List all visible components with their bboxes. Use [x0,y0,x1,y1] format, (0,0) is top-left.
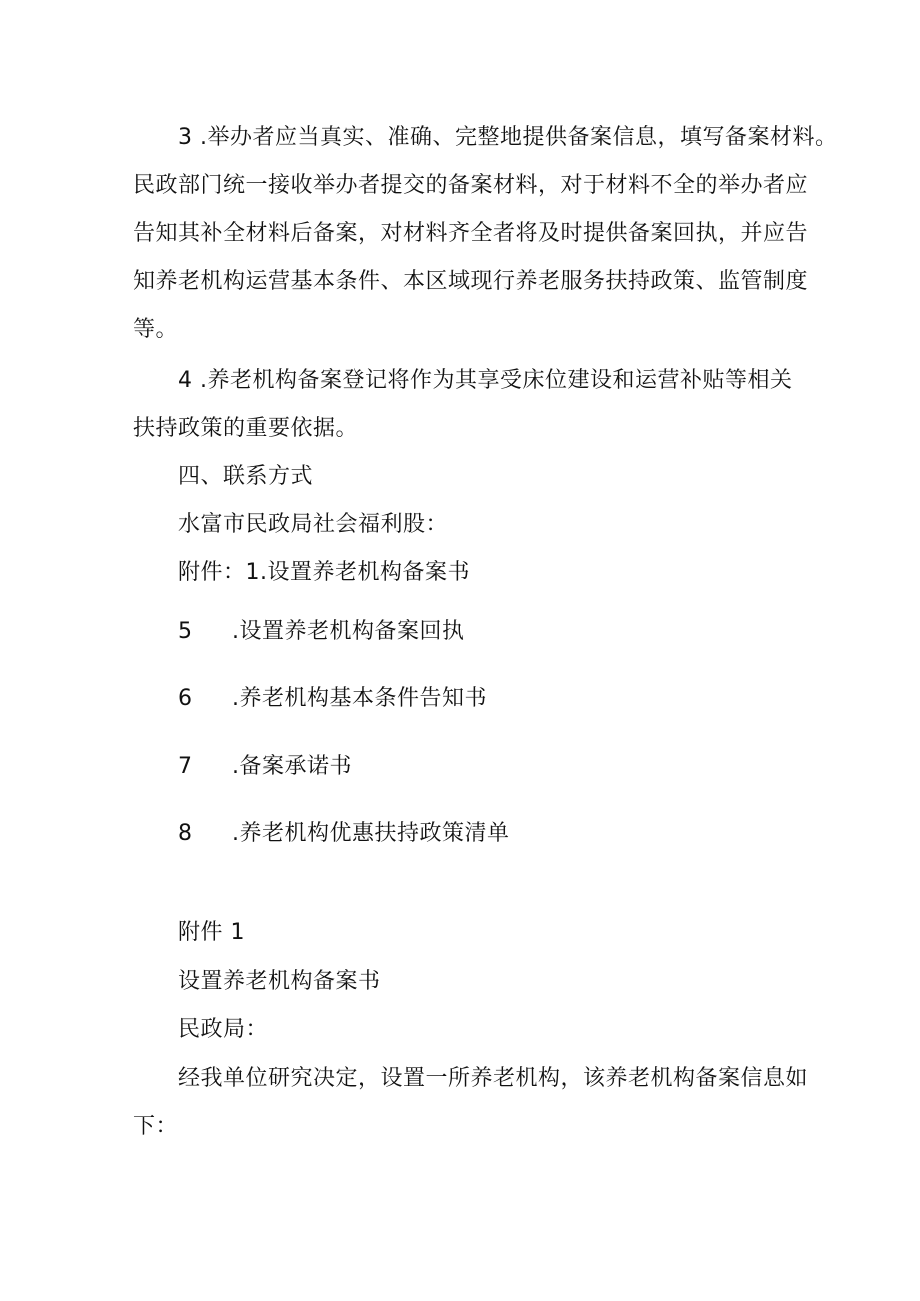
attachment-item [178,819,510,849]
paragraph-4-line-1: 4 .养老机构备案登记将作为其享受床位建设和运营补贴等相关 [178,368,793,393]
attachment-item-text: .养老机构优惠扶持政策清单 [232,821,510,846]
attachment-item-number: 6 [178,686,193,711]
attachment-item [178,752,352,782]
attachment-item-number: 8 [178,821,193,846]
attachment-item-number: 5 [178,619,193,644]
paragraph-3-line-3: 告知其补全材料后备案，对材料齐全者将及时提供备案回执，并应告 [133,221,809,246]
contact-office: 水富市民政局社会福利股： [178,512,449,537]
paragraph-3-line-4: 知养老机构运营基本条件、本区域现行养老服务扶持政策、监管制度 [133,269,809,294]
addressee: 民政局： [178,1017,269,1042]
section-heading-contact: 四、联系方式 [178,464,314,489]
annex-label: 附件 1 [178,920,245,945]
paragraph-4-line-2: 扶持政策的重要依据。 [133,416,359,441]
attachment-item-text: .设置养老机构备案回执 [232,619,465,644]
attachment-item-text: .养老机构基本条件告知书 [232,686,487,711]
attachment-item [178,617,465,647]
attachment-item-text: .备案承诺书 [232,754,352,779]
attachment-item [178,684,487,714]
attachment-item-number: 7 [178,754,193,779]
paragraph-3-line-2: 民政部门统一接收举办者提交的备案材料，对于材料不全的举办者应 [133,173,809,198]
body-line-2: 下： [133,1114,179,1139]
annex-title: 设置养老机构备案书 [178,969,381,994]
paragraph-3-line-5: 等。 [133,317,179,342]
attachments-intro: 附件：1.设置养老机构备案书 [178,560,470,585]
body-line-1: 经我单位研究决定，设置一所养老机构，该养老机构备案信息如 [178,1066,809,1091]
paragraph-3-line-1: 3 .举办者应当真实、准确、完整地提供备案信息，填写备案材料。 [178,125,838,150]
